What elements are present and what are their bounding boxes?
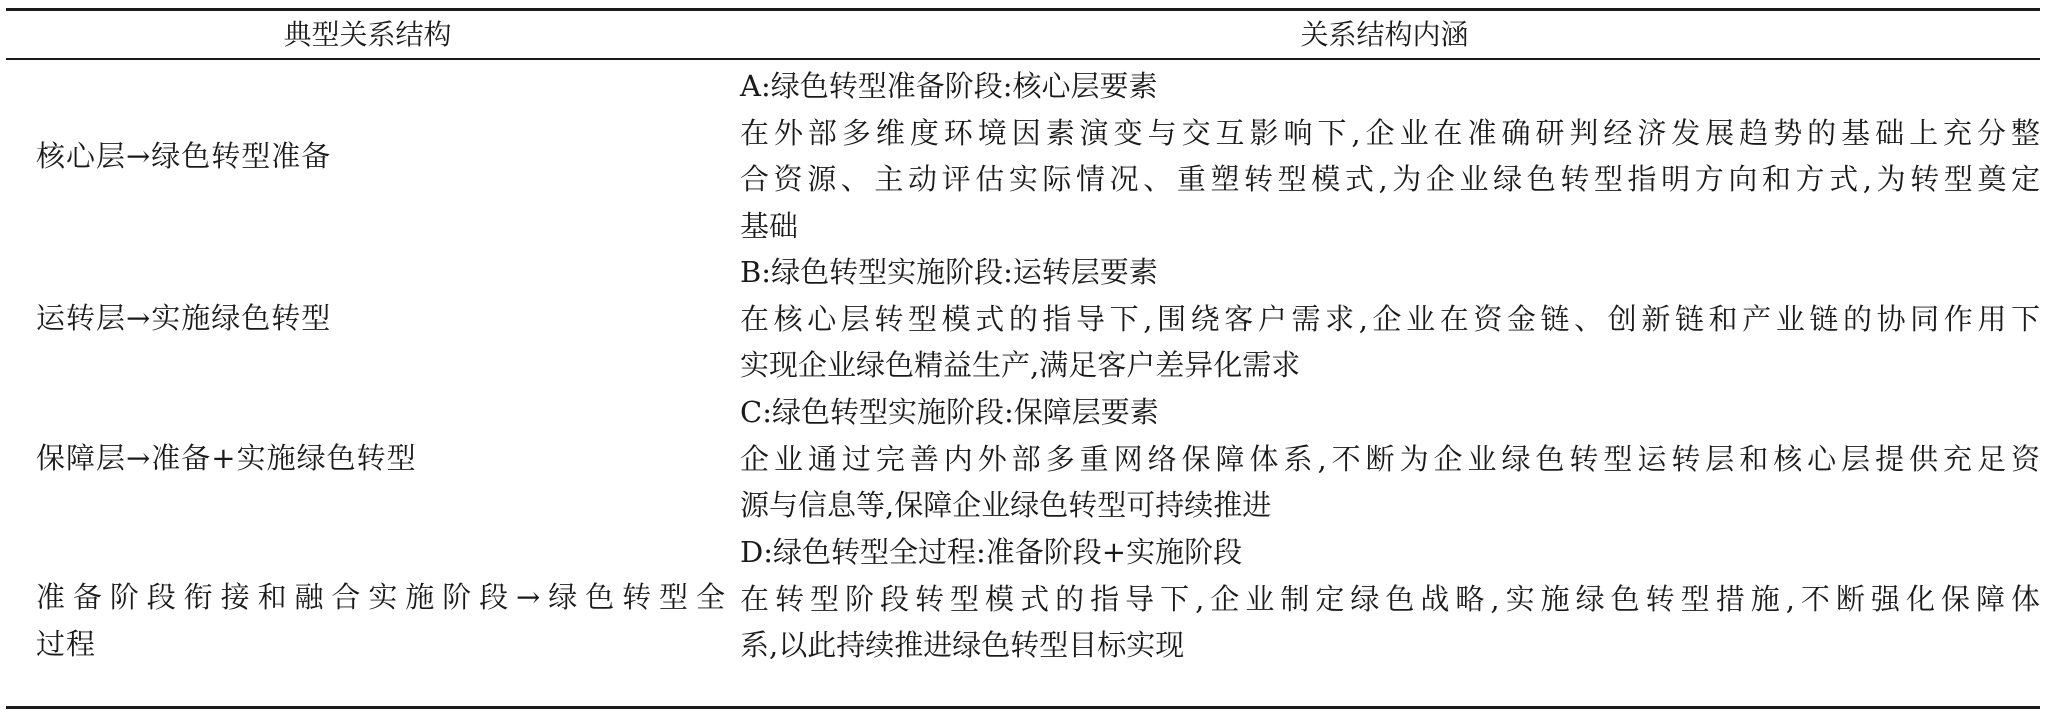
structure-cell-b: 运转层→实施绿色转型 [36,301,332,335]
structure-cell-a: 核心层→绿色转型准备 [36,139,332,173]
column-header-structure: 典型关系结构 [283,18,452,51]
table-bottom-rule [6,706,2040,709]
meaning-cell-b [740,249,2040,389]
row-title-d: D:绿色转型全过程:准备阶段+实施阶段 [740,535,1243,569]
meaning-cell-d [740,529,2040,669]
table-row-b [6,249,2040,389]
structure-cell-d [36,574,726,667]
row-desc-line: 在核心层转型模式的指导下,围绕客户需求,企业在资金链、创新链和产业链的协同作用下 [740,301,2040,336]
row-desc-line: 实现企业绿色精益生产,满足客户差异化需求 [740,348,1301,382]
structure-line: 准备阶段衔接和融合实施阶段→绿色转型全 [36,580,726,614]
row-desc-line: 在外部多维度环境因素演变与交互影响下,企业在准确研判经济发展趋势的基础上充分整 [740,115,2040,150]
row-desc-line: 企业通过完善内外部多重网络保障体系,不断为企业绿色转型运转层和核心层提供充足资 [740,441,2040,476]
row-title-b: B:绿色转型实施阶段:运转层要素 [740,255,1158,289]
row-desc-line: 源与信息等,保障企业绿色转型可持续推进 [740,488,1272,522]
table-row-c [6,389,2040,529]
column-header-meaning: 关系结构内涵 [1300,18,1469,51]
row-title-c: C:绿色转型实施阶段:保障层要素 [740,395,1159,429]
meaning-cell-a [740,63,2040,249]
structure-cell-c: 保障层→准备+实施绿色转型 [36,441,417,475]
table-row-d [6,529,2040,705]
table-row-a [6,63,2040,249]
row-desc-line: 合资源、主动评估实际情况、重塑转型模式,为企业绿色转型指明方向和方式,为转型奠定 [740,162,2040,196]
meaning-cell-c [740,389,2040,529]
row-title-a: A:绿色转型准备阶段:核心层要素 [740,69,1158,103]
row-desc-line: 基础 [740,208,799,243]
row-desc-line: 系,以此持续推进绿色转型目标实现 [740,628,1185,662]
header-rule [6,58,2040,60]
row-desc-line: 在转型阶段转型模式的指导下,企业制定绿色战略,实施绿色转型措施,不断强化保障体 [740,581,2040,616]
structure-line: 过程 [36,626,97,661]
